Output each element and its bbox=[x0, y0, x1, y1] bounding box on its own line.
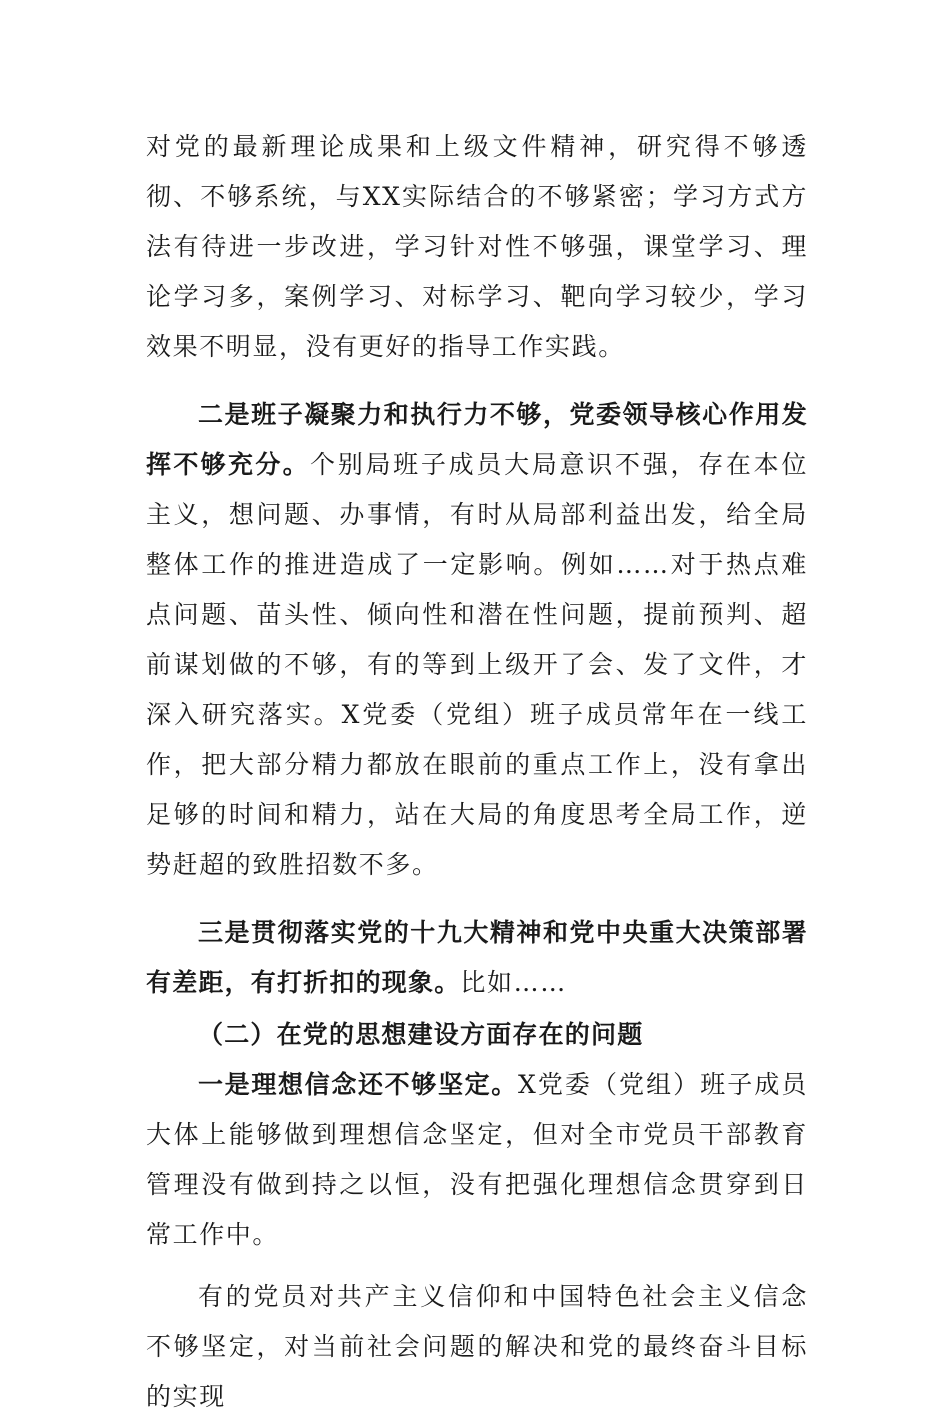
paragraph-point-two bbox=[146, 390, 808, 890]
section-heading: （二）在党的思想建设方面存在的问题 bbox=[198, 1020, 644, 1049]
paragraph-point-three bbox=[146, 908, 808, 1008]
paragraph-point-one bbox=[146, 1060, 808, 1260]
paragraph-lead-bold: 一是理想信念还不够坚定。 bbox=[198, 1070, 518, 1099]
paragraph-text: 个别局班子成员大局意识不强，存在本位主义，想问题、办事情，有时从局部利益出发，给全局整体工作的推进造成了一定影响。例如……对于热点难点问题、苗头性、倾向性和潜在性问题，提前预判、超前谋划做的不够，有的等到上级开了会、发了文件，才深入研究落实。X党委（党组）班子成员常年在一线工作，把大部分精力都放在眼前的重点工作上，没有拿出足够的时间和精力，站在大局的角度思考全局工作，逆势赶超的致胜招数不多。 bbox=[146, 450, 808, 879]
paragraph-lead-bold: 二是班子凝聚力和执行力不够，党委领导核心作用发挥不够充分。 bbox=[146, 400, 808, 479]
paragraph-text: 有的党员对共产主义信仰和中国特色社会主义信念不够坚定，对当前社会问题的解决和党的最终奋斗目标的实现 bbox=[146, 1282, 808, 1411]
paragraph-text: X党委（党组）班子成员大体上能够做到理想信念坚定，但对全市党员干部教育管理没有做到持之以恒，没有把强化理想信念贯穿到日常工作中。 bbox=[146, 1070, 808, 1249]
paragraph-text: 对党的最新理论成果和上级文件精神，研究得不够透彻、不够系统，与XX实际结合的不够紧密；学习方式方法有待进一步改进，学习针对性不够强，课堂学习、理论学习多，案例学习、对标学习、靶向学习较少，学习效果不明显，没有更好的指导工作实践。 bbox=[146, 132, 808, 361]
paragraph-text: 比如…… bbox=[460, 968, 567, 997]
paragraph-plain bbox=[146, 1272, 808, 1422]
document-body bbox=[146, 122, 808, 1422]
paragraph-continued bbox=[146, 122, 808, 372]
paragraph-lead-bold: 三是贯彻落实党的十九大精神和党中央重大决策部署有差距，有打折扣的现象。 bbox=[146, 918, 808, 997]
